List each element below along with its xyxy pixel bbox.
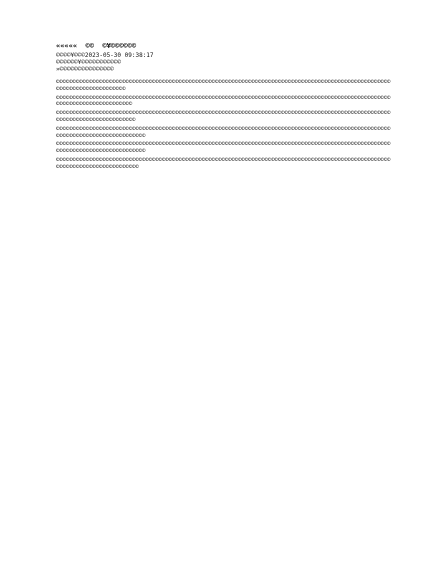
document-title: ««««« ©© ©¥©©©©©© (56, 42, 137, 50)
document-meta-line-3: »©©©©©©©©©©©©©©© (56, 66, 114, 73)
paragraph-4: ©©©©©©©©©©©©©©©©©©©©©©©©©©©©©©©©©©©©©©©©©©©©©©©©©©©©©©©©©©©©©©©©©©©©©©©©©©©©©©©©©©©©©©©©©©©©©©©©©©©©©©©©©©©©©©©©©©©©©©©©©©©©©©©© (56, 125, 391, 139)
paragraph-1: ©©©©©©©©©©©©©©©©©©©©©©©©©©©©©©©©©©©©©©©©©©©©©©©©©©©©©©©©©©©©©©©©©©©©©©©©©©©©©©©©©©©©©©©©©©©©©©©©©©©©©©©©©©©©©©©©©©©©©©©©©© (56, 79, 391, 92)
paragraph-5: ©©©©©©©©©©©©©©©©©©©©©©©©©©©©©©©©©©©©©©©©©©©©©©©©©©©©©©©©©©©©©©©©©©©©©©©©©©©©©©©©©©©©©©©©©©©©©©©©©©©©©©©©©©©©©©©©©©©©©©©©©©©©©©©© (56, 141, 391, 155)
paragraph-3: ©©©©©©©©©©©©©©©©©©©©©©©©©©©©©©©©©©©©©©©©©©©©©©©©©©©©©©©©©©©©©©©©©©©©©©©©©©©©©©©©©©©©©©©©©©©©©©©©©©©©©©©©©©©©©©©©©©©©©©©©©©©©© (56, 110, 391, 123)
document-meta-line-2: ©©©©©©¥©©©©©©©©©©© (56, 59, 122, 66)
paragraph-6: ©©©©©©©©©©©©©©©©©©©©©©©©©©©©©©©©©©©©©©©©©©©©©©©©©©©©©©©©©©©©©©©©©©©©©©©©©©©©©©©©©©©©©©©©©©©©©©©©©©©©©©©©©©©©©©©©©©©©©©©©©©©©©© (56, 156, 391, 170)
paragraph-2: ©©©©©©©©©©©©©©©©©©©©©©©©©©©©©©©©©©©©©©©©©©©©©©©©©©©©©©©©©©©©©©©©©©©©©©©©©©©©©©©©©©©©©©©©©©©©©©©©©©©©©©©©©©©©©©©©©©©©©©©©©©©© (56, 94, 391, 108)
document-meta-line-1: ©©©©¥©©©2023-05-30 09:38:17 (56, 52, 154, 59)
spacer (56, 73, 392, 77)
